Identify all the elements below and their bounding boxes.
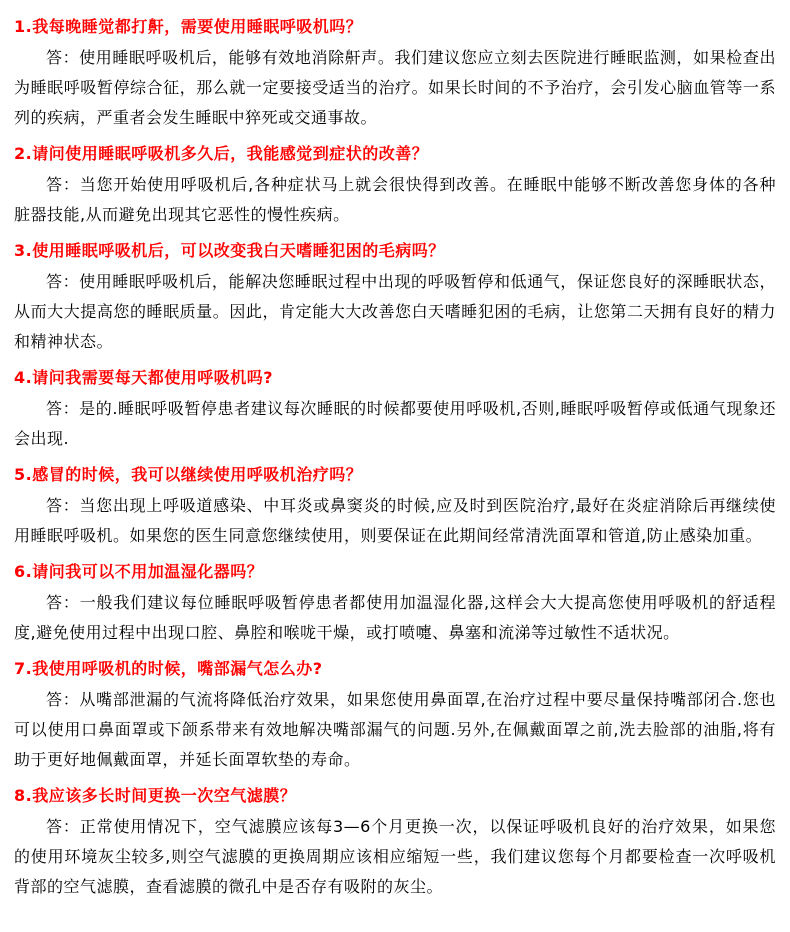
- faq-question: 5.感冒的时候，我可以继续使用呼吸机治疗吗？: [14, 465, 363, 484]
- faq-answer: 答：一般我们建议每位睡眠呼吸暂停患者都使用加温湿化器,这样会大大提高您使用呼吸机的舒适程度,避免使用过程中出现口腔、鼻腔和喉咙干燥，或打喷嚏、鼻塞和流涕等过敏性不适状况。: [14, 593, 776, 642]
- faq-item: [14, 139, 776, 230]
- faq-question: 3.使用睡眠呼吸机后，可以改变我白天嗜睡犯困的毛病吗？: [14, 241, 445, 260]
- faq-answer: 答：使用睡眠呼吸机后，能解决您睡眠过程中出现的呼吸暂停和低通气，保证您良好的深睡眠状态，从而大大提高您的睡眠质量。因此，肯定能大大改善您白天嗜睡犯困的毛病，让您第二天拥有良好的精力和精神状态。: [14, 272, 776, 351]
- faq-question: 2.请问使用睡眠呼吸机多久后，我能感觉到症状的改善？: [14, 144, 429, 163]
- faq-answer: 答：从嘴部泄漏的气流将降低治疗效果，如果您使用鼻面罩,在治疗过程中要尽量保持嘴部闭合.您也可以使用口鼻面罩或下颌系带来有效地解决嘴部漏气的问题.另外,在佩戴面罩之前,洗去脸部的油脂,将有助于更好地佩戴面罩，并延长面罩软垫的寿命。: [14, 690, 776, 769]
- faq-item: [14, 781, 776, 902]
- faq-answer: 答：当您出现上呼吸道感染、中耳炎或鼻窦炎的时候,应及时到医院治疗,最好在炎症消除后再继续使用睡眠呼吸机。如果您的医生同意您继续使用，则要保证在此期间经常清洗面罩和管道,防止感染加重。: [14, 496, 776, 545]
- faq-question: 7.我使用呼吸机的时候，嘴部漏气怎么办?: [14, 659, 323, 678]
- faq-answer: 答：使用睡眠呼吸机后，能够有效地消除鼾声。我们建议您应立刻去医院进行睡眠监测，如果检查出为睡眠呼吸暂停综合征，那么就一定要接受适当的治疗。如果长时间的不予治疗，会引发心脑血管等一系列的疾病，严重者会发生睡眠中猝死或交通事故。: [14, 48, 776, 127]
- faq-item: [14, 557, 776, 648]
- faq-question: 8.我应该多长时间更换一次空气滤膜？: [14, 786, 297, 805]
- faq-answer: 答：当您开始使用呼吸机后,各种症状马上就会很快得到改善。在睡眠中能够不断改善您身体的各种脏器技能,从而避免出现其它恶性的慢性疾病。: [14, 175, 776, 224]
- faq-item: [14, 363, 776, 454]
- faq-item: [14, 12, 776, 133]
- faq-question: 6.请问我可以不用加温湿化器吗？: [14, 562, 264, 581]
- faq-question: 4.请问我需要每天都使用呼吸机吗?: [14, 368, 273, 387]
- faq-question: 1.我每晚睡觉都打鼾，需要使用睡眠呼吸机吗？: [14, 17, 363, 36]
- faq-item: [14, 236, 776, 357]
- faq-item: [14, 654, 776, 775]
- faq-item: [14, 460, 776, 551]
- faq-answer: 答：是的.睡眠呼吸暂停患者建议每次睡眠的时候都要使用呼吸机,否则,睡眠呼吸暂停或低通气现象还会出现.: [14, 399, 776, 448]
- faq-answer: 答：正常使用情况下，空气滤膜应该每3—6个月更换一次，以保证呼吸机良好的治疗效果，如果您的使用环境灰尘较多,则空气滤膜的更换周期应该相应缩短一些，我们建议您每个月都要检查一次呼吸机背部的空气滤膜，查看滤膜的微孔中是否存有吸附的灰尘。: [14, 817, 776, 896]
